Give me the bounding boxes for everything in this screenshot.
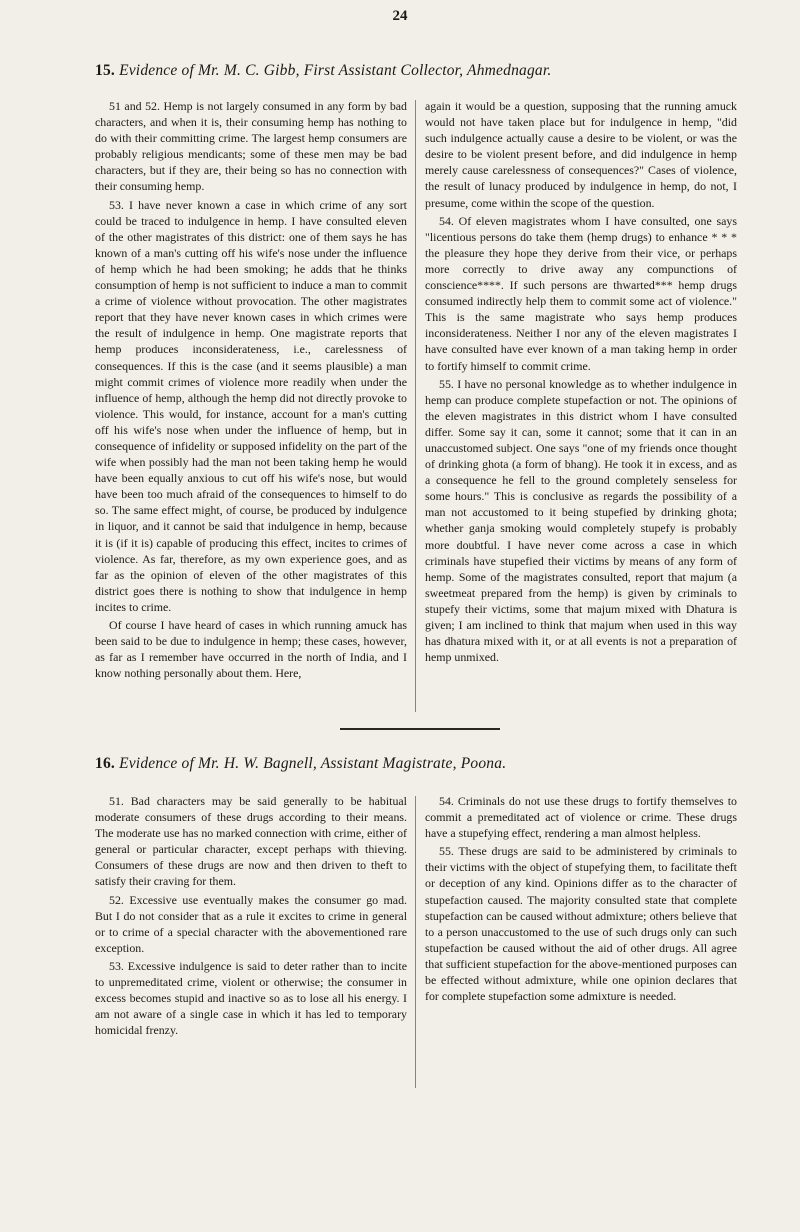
section-15-title: Evidence of Mr. M. C. Gibb, First Assistant Collector, Ahmednagar. [119,62,552,79]
page-number: 24 [392,8,408,24]
paragraph: 51 and 52. Hemp is not largely consumed in any form by bad characters, and when it is, their consuming hemp has nothing to do with their committing crime. The largest hemp consumers are probably religious mendicants; some of these men may be bad characters, but if they are, their being so has no connection with their consuming hemp. [95,99,407,194]
section-15-number: 15. [95,62,115,79]
paragraph: 53. I have never known a case in which crime of any sort could be traced to indulgence in hemp. I have consulted eleven of the other magistrates of this district: one of them says he has known of a man's cutting off his wife's nose under the influence of hemp which he had been smoking; he adds that he thinks consumption of hemp is not sufficient to induce a man to commit a crime of violence without provocation. The other magistrates report that they have never known cases in which crimes were the result of indulgence in hemp. One magistrate reports that hemp produces inconsiderateness, i.e., carelessness of consequences. If this is the case (and it seems plausible) a man might commit crimes of violence more readily when under the influence of hemp, although the hemp did not directly provoke to violence. This would, for instance, account for a man's cutting off his wife's nose when under the influence of hemp, but in consequence of infidelity or supposed infidelity on the part of the wife when possibly had the man not been taking hemp he would have been equally anxious to cut off his wife's nose, but would have been too much afraid of the consequences to himself to do so. The same effect might, of course, be produced by indulgence in liquor, and it cannot be said that indulgence in hemp, because it is (if it is) capable of producing this effect, incites to crimes of violence. As far, therefore, as my own experience goes, and as far as the opinion of eleven of the other magistrates of this district goes there is nothing to show that indulgence in hemp incites to crime. [95,197,407,614]
section-15-right-column [425,98,737,665]
column-divider [415,796,416,1088]
section-15-heading [95,62,785,80]
paragraph: 54. Criminals do not use these drugs to fortify themselves to commit a premeditated act of violence or crime. These drugs have a stupefying effect, rendering a man almost helpless. [425,794,737,841]
paragraph: again it would be a question, supposing that the running amuck would not have taken place but for indulgence in hemp, "did such indulgence actually cause a desire to be violent, or was the desire to be violent present before, and did indulgence in hemp merely cause carelessness of consequences?" Cases of violence, the result of lunacy produced by indulgence in hemp, do not, I presume, come within the scope of the question. [425,99,737,210]
section-16-number: 16. [95,755,115,772]
paragraph: 53. Excessive indulgence is said to deter rather than to incite to unpremeditated crime, violent or otherwise; the consumer in excess becomes stupid and inactive so as to lose all his energy. I am not aware of a single case in which it has led to temporary homicidal frenzy. [95,958,407,1038]
section-16-title: Evidence of Mr. H. W. Bagnell, Assistant Magistrate, Poona. [119,755,507,772]
section-16-heading [95,755,785,773]
section-15-left-column [95,98,407,681]
section-separator [340,728,500,730]
paragraph: Of course I have heard of cases in which running amuck has been said to be due to indulgence in hemp; these cases, however, as far as I remember have occurred in the north of India, and I know nothing personally about them. Here, [95,618,407,681]
section-16-left-column [95,793,407,1038]
paragraph: 51. Bad characters may be said generally to be habitual moderate consumers of these drugs according to their means. The moderate use has no marked connection with crime, either of general or particular character, except perhaps with thieving. Consumers of these drugs are now and then driven to theft to satisfy their craving for them. [95,794,408,889]
paragraph: 52. Excessive use eventually makes the consumer go mad. But I do not consider that as a rule it excites to crime in general or to crime of a special character with the abovementioned rare exception. [95,892,407,955]
column-divider [415,100,416,712]
paragraph: 54. Of eleven magistrates whom I have consulted, one says "licentious persons do take them (hemp drugs) to enhance * * * the pleasure they hope they derive from their vice, or perhaps more correctly to drive away any compunctions of conscience****. If such persons are thwarted*** hemp drugs consumed indirectly help them to commit some act of violence." This is the same magistrate who says hemp produces inconsiderateness. Neither I nor any of the eleven magistrates I have consulted have ever known of a man taking hemp in order to fortify himself to commit crime. [425,213,737,373]
paragraph: 55. These drugs are said to be administered by criminals to their victims with the object of stupefying them, to facilitate theft or deception of any kind. Opinions differ as to the character of stupefaction caused. The majority consulted state that complete stupefaction can be caused without admixture; others believe that to a person unaccustomed to the use of such drugs only can such stupefaction be caused without the aid of other drugs. All agree that sufficient stupefaction for the above-mentioned purposes can be effected without admixture, while one opinion declares that for complete stupefaction some admixture is needed. [425,844,737,1004]
paragraph: 55. I have no personal knowledge as to whether indulgence in hemp can produce complete stupefaction or not. The opinions of the eleven magistrates in this district whom I have consulted differ. Some say it can, some it cannot; some that it can in an unaccustomed subject. One says "one of my friends once thought of drinking ghota (a form of bhang). He took it in excess, and as a consequence he fell to the ground completely senseless for some hours." This is conclusive as regards the possibility of a man not accustomed to it being stupefied by drinking ghota; whether ganja smoking would completely stupefy is probably more doubtful. I have never come across a case in which criminals have stupefied their victims by means of any form of hemp. Some of the magistrates consulted, report that majum (a sweetmeat prepared from the hemp) is given by criminals to stupefy their victims, some that majum mixed with Dhatura is given; I am inclined to think that majum when used in this way has dhatura mixed with it, or at all events is not a preparation of hemp unmixed. [425,376,737,665]
section-16-right-column [425,793,737,1004]
